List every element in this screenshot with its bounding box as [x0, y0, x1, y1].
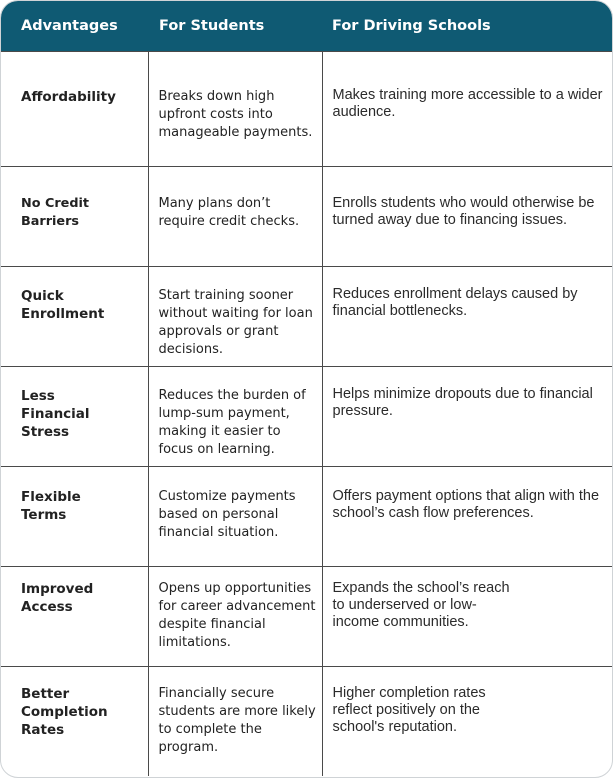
table-body — [1, 51, 612, 776]
schools-cell: Offers payment options that align with the school’s cash flow preferences. — [322, 466, 612, 566]
table-header — [1, 1, 612, 51]
advantage-cell: Affordability — [1, 51, 148, 166]
advantage-cell: No Credit Barriers — [1, 166, 148, 266]
students-cell: Financially secure students are more likely to complete the program. — [148, 666, 322, 776]
students-cell: Breaks down high upfront costs into manageable payments. — [148, 51, 322, 166]
header-advantages: Advantages — [21, 17, 118, 34]
table-row — [1, 266, 612, 366]
schools-cell: Higher completion rates reflect positively on the school's reputation. — [322, 666, 612, 776]
advantage-cell: Flexible Terms — [1, 466, 148, 566]
students-cell: Many plans don’t require credit checks. — [148, 166, 322, 266]
schools-cell: Reduces enrollment delays caused by financial bottlenecks. — [322, 266, 612, 366]
header-row — [1, 1, 612, 51]
schools-cell: Helps minimize dropouts due to financial pressure. — [322, 366, 612, 466]
table-row — [1, 166, 612, 266]
advantage-cell: Quick Enrollment — [1, 266, 148, 366]
schools-cell: Makes training more accessible to a wider audience. — [322, 51, 612, 166]
advantage-cell: Better Completion Rates — [1, 666, 148, 776]
students-cell: Reduces the burden of lump-sum payment, making it easier to focus on learning. — [148, 366, 322, 466]
advantages-table — [1, 1, 612, 776]
students-cell: Opens up opportunities for career advancement despite financial limitations. — [148, 566, 322, 666]
table-row — [1, 366, 612, 466]
advantage-cell: Improved Access — [1, 566, 148, 666]
table-row — [1, 466, 612, 566]
header-for-driving-schools: For Driving Schools — [332, 17, 491, 34]
students-cell: Start training sooner without waiting for loan approvals or grant decisions. — [148, 266, 322, 366]
schools-cell: Enrolls students who would otherwise be turned away due to financing issues. — [322, 166, 612, 266]
students-cell: Customize payments based on personal financial situation. — [148, 466, 322, 566]
schools-cell: Expands the school’s reach to underserved or low-income communities. — [322, 566, 612, 666]
table-row — [1, 566, 612, 666]
advantage-cell: Less Financial Stress — [1, 366, 148, 466]
table-row — [1, 51, 612, 166]
table-row — [1, 666, 612, 776]
header-for-students: For Students — [159, 17, 265, 34]
